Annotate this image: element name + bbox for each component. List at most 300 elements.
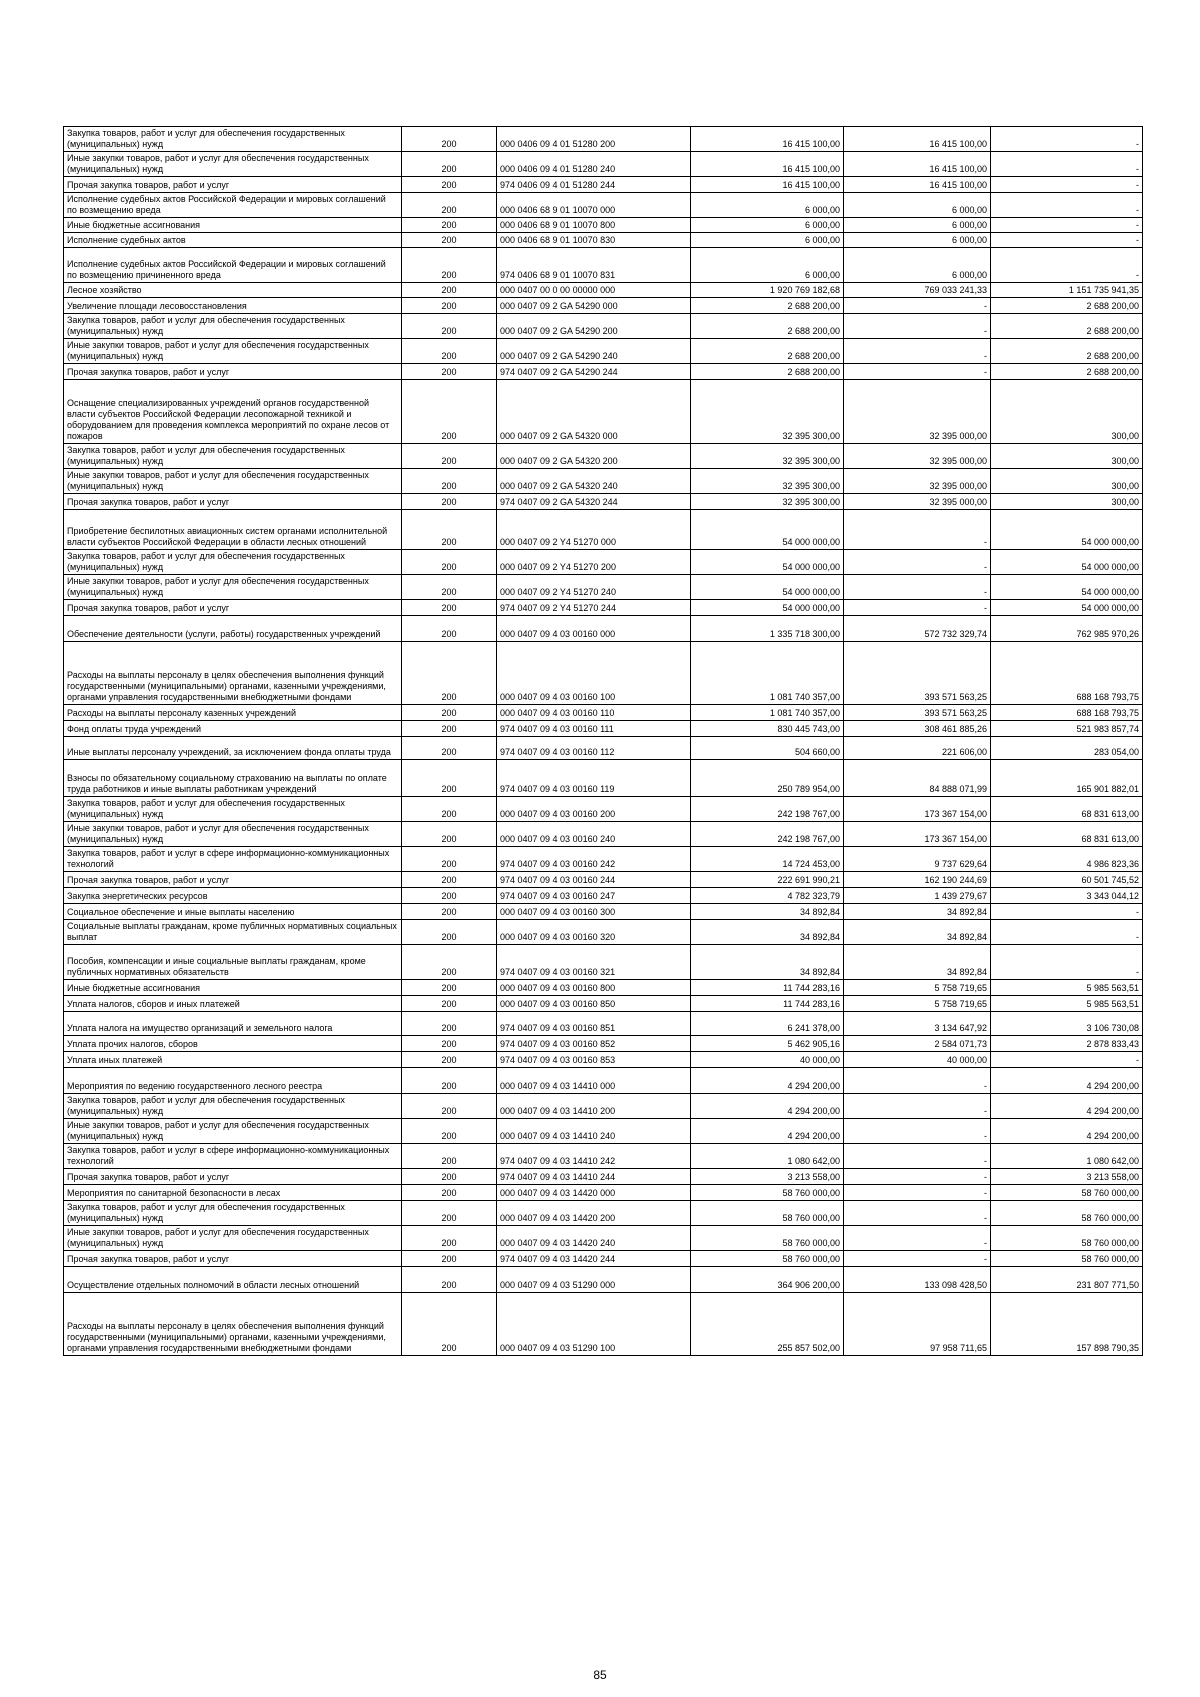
cell-code: 000 0407 09 2 GA 54320 200 — [497, 444, 691, 469]
cell-unexecuted: - — [991, 920, 1143, 945]
cell-executed: - — [844, 575, 991, 600]
cell-executed: - — [844, 1144, 991, 1169]
cell-executed: 173 367 154,00 — [844, 797, 991, 822]
cell-line: 200 — [402, 1144, 497, 1169]
cell-approved: 34 892,84 — [691, 920, 844, 945]
cell-line: 200 — [402, 177, 497, 193]
cell-name: Уплата налогов, сборов и иных платежей — [64, 996, 402, 1012]
table-row — [64, 705, 1143, 721]
table-row — [64, 380, 1143, 444]
cell-executed: 84 888 071,99 — [844, 760, 991, 797]
cell-unexecuted: 4 294 200,00 — [991, 1068, 1143, 1094]
cell-code: 000 0407 09 4 03 00160 800 — [497, 980, 691, 996]
cell-executed: 32 395 000,00 — [844, 444, 991, 469]
cell-code: 000 0407 09 2 GA 54290 000 — [497, 298, 691, 314]
cell-executed: - — [844, 1068, 991, 1094]
cell-executed: 6 000,00 — [844, 248, 991, 283]
table-row — [64, 1293, 1143, 1356]
cell-approved: 2 688 200,00 — [691, 314, 844, 339]
cell-executed: 16 415 100,00 — [844, 177, 991, 193]
cell-executed: 32 395 000,00 — [844, 380, 991, 444]
cell-line: 200 — [402, 575, 497, 600]
cell-line: 200 — [402, 444, 497, 469]
cell-name: Осуществление отдельных полномочий в области лесных отношений — [64, 1267, 402, 1293]
cell-code: 974 0406 09 4 01 51280 244 — [497, 177, 691, 193]
cell-line: 200 — [402, 1293, 497, 1356]
table-row — [64, 1267, 1143, 1293]
table-row — [64, 1251, 1143, 1267]
cell-code: 974 0406 68 9 01 10070 831 — [497, 248, 691, 283]
table-row — [64, 760, 1143, 797]
cell-line: 200 — [402, 364, 497, 380]
cell-executed: 32 395 000,00 — [844, 469, 991, 494]
cell-line: 200 — [402, 283, 497, 298]
cell-approved: 32 395 300,00 — [691, 469, 844, 494]
cell-line: 200 — [402, 996, 497, 1012]
cell-approved: 242 198 767,00 — [691, 822, 844, 847]
cell-line: 200 — [402, 904, 497, 920]
cell-name: Закупка товаров, работ и услуг для обеспечения государственных (муниципальных) нужд — [64, 550, 402, 575]
cell-code: 000 0406 09 4 01 51280 200 — [497, 127, 691, 152]
cell-approved: 3 213 558,00 — [691, 1169, 844, 1185]
cell-line: 200 — [402, 1267, 497, 1293]
cell-line: 200 — [402, 550, 497, 575]
cell-unexecuted: 60 501 745,52 — [991, 872, 1143, 888]
cell-unexecuted: 157 898 790,35 — [991, 1293, 1143, 1356]
table-row — [64, 177, 1143, 193]
cell-name: Фонд оплаты труда учреждений — [64, 721, 402, 737]
cell-executed: 34 892,84 — [844, 904, 991, 920]
table-row — [64, 642, 1143, 705]
cell-approved: 6 241 378,00 — [691, 1012, 844, 1036]
cell-line: 200 — [402, 469, 497, 494]
cell-unexecuted: 54 000 000,00 — [991, 550, 1143, 575]
table-row — [64, 152, 1143, 177]
cell-name: Уплата налога на имущество организаций и земельного налога — [64, 1012, 402, 1036]
cell-unexecuted: 2 878 833,43 — [991, 1036, 1143, 1052]
cell-approved: 11 744 283,16 — [691, 996, 844, 1012]
cell-unexecuted: - — [991, 177, 1143, 193]
cell-code: 974 0407 09 4 03 00160 853 — [497, 1052, 691, 1068]
cell-code: 000 0407 09 4 03 14410 000 — [497, 1068, 691, 1094]
cell-code: 000 0407 09 4 03 00160 320 — [497, 920, 691, 945]
cell-line: 200 — [402, 1012, 497, 1036]
cell-name: Оснащение специализированных учреждений органов государственной власти субъектов Российской Федерации лесопожарной техникой и оборудованием для проведения комплекса мероприятий по охране лесов от пожаров — [64, 380, 402, 444]
table-row — [64, 980, 1143, 996]
cell-line: 200 — [402, 1185, 497, 1201]
cell-code: 000 0407 09 4 03 51290 000 — [497, 1267, 691, 1293]
cell-line: 200 — [402, 642, 497, 705]
table-row — [64, 1052, 1143, 1068]
table-row — [64, 600, 1143, 616]
cell-name: Прочая закупка товаров, работ и услуг — [64, 364, 402, 380]
cell-approved: 6 000,00 — [691, 193, 844, 218]
cell-line: 200 — [402, 797, 497, 822]
cell-executed: 97 958 711,65 — [844, 1293, 991, 1356]
cell-code: 000 0407 00 0 00 00000 000 — [497, 283, 691, 298]
cell-approved: 1 080 642,00 — [691, 1144, 844, 1169]
cell-name: Иные закупки товаров, работ и услуг для обеспечения государственных (муниципальных) нужд — [64, 822, 402, 847]
cell-unexecuted: 688 168 793,75 — [991, 642, 1143, 705]
cell-line: 200 — [402, 193, 497, 218]
cell-name: Социальное обеспечение и иные выплаты населению — [64, 904, 402, 920]
cell-line: 200 — [402, 1201, 497, 1226]
cell-name: Иные выплаты персоналу учреждений, за исключением фонда оплаты труда — [64, 737, 402, 760]
cell-executed: 162 190 244,69 — [844, 872, 991, 888]
cell-name: Прочая закупка товаров, работ и услуг — [64, 1169, 402, 1185]
cell-unexecuted: 58 760 000,00 — [991, 1185, 1143, 1201]
cell-line: 200 — [402, 314, 497, 339]
table-row — [64, 339, 1143, 364]
cell-unexecuted: - — [991, 904, 1143, 920]
cell-approved: 1 335 718 300,00 — [691, 616, 844, 642]
cell-code: 000 0407 09 2 GA 54320 000 — [497, 380, 691, 444]
table-row — [64, 1144, 1143, 1169]
cell-line: 200 — [402, 760, 497, 797]
table-body — [64, 127, 1143, 1356]
table-row — [64, 248, 1143, 283]
cell-line: 200 — [402, 339, 497, 364]
cell-code: 000 0407 09 2 Y4 51270 200 — [497, 550, 691, 575]
cell-name: Закупка товаров, работ и услуг в сфере информационно-коммуникационных технологий — [64, 847, 402, 872]
cell-approved: 364 906 200,00 — [691, 1267, 844, 1293]
cell-code: 000 0406 68 9 01 10070 800 — [497, 218, 691, 233]
cell-executed: 16 415 100,00 — [844, 127, 991, 152]
cell-line: 200 — [402, 1068, 497, 1094]
cell-name: Иные бюджетные ассигнования — [64, 218, 402, 233]
cell-unexecuted: 2 688 200,00 — [991, 298, 1143, 314]
cell-unexecuted: 58 760 000,00 — [991, 1226, 1143, 1251]
cell-code: 000 0407 09 4 03 00160 240 — [497, 822, 691, 847]
cell-approved: 5 462 905,16 — [691, 1036, 844, 1052]
cell-name: Закупка товаров, работ и услуг для обеспечения государственных (муниципальных) нужд — [64, 1201, 402, 1226]
cell-code: 000 0407 09 4 03 14420 000 — [497, 1185, 691, 1201]
cell-executed: 6 000,00 — [844, 218, 991, 233]
cell-line: 200 — [402, 1226, 497, 1251]
cell-line: 200 — [402, 127, 497, 152]
cell-line: 200 — [402, 1036, 497, 1052]
cell-name: Расходы на выплаты персоналу казенных учреждений — [64, 705, 402, 721]
cell-name: Взносы по обязательному социальному страхованию на выплаты по оплате труда работников и иные выплаты работникам учреждений — [64, 760, 402, 797]
table-row — [64, 721, 1143, 737]
cell-executed: 9 737 629,64 — [844, 847, 991, 872]
cell-executed: 34 892,84 — [844, 945, 991, 980]
cell-approved: 4 294 200,00 — [691, 1094, 844, 1119]
cell-code: 974 0407 09 4 03 00160 851 — [497, 1012, 691, 1036]
cell-unexecuted: - — [991, 127, 1143, 152]
cell-name: Закупка энергетических ресурсов — [64, 888, 402, 904]
cell-name: Уплата прочих налогов, сборов — [64, 1036, 402, 1052]
cell-code: 000 0407 09 4 03 00160 850 — [497, 996, 691, 1012]
cell-code: 000 0407 09 4 03 14410 240 — [497, 1119, 691, 1144]
cell-name: Иные закупки товаров, работ и услуг для обеспечения государственных (муниципальных) нужд — [64, 575, 402, 600]
cell-approved: 32 395 300,00 — [691, 444, 844, 469]
table-row — [64, 920, 1143, 945]
cell-approved: 6 000,00 — [691, 218, 844, 233]
cell-approved: 16 415 100,00 — [691, 152, 844, 177]
cell-name: Иные закупки товаров, работ и услуг для обеспечения государственных (муниципальных) нужд — [64, 152, 402, 177]
cell-approved: 58 760 000,00 — [691, 1226, 844, 1251]
cell-executed: - — [844, 1185, 991, 1201]
cell-approved: 2 688 200,00 — [691, 339, 844, 364]
cell-line: 200 — [402, 1052, 497, 1068]
cell-code: 000 0407 09 4 03 00160 100 — [497, 642, 691, 705]
cell-approved: 250 789 954,00 — [691, 760, 844, 797]
cell-code: 000 0407 09 4 03 00160 200 — [497, 797, 691, 822]
cell-name: Мероприятия по ведению государственного лесного реестра — [64, 1068, 402, 1094]
table-row — [64, 575, 1143, 600]
cell-unexecuted: 2 688 200,00 — [991, 314, 1143, 339]
cell-line: 200 — [402, 380, 497, 444]
cell-approved: 1 081 740 357,00 — [691, 705, 844, 721]
table-row — [64, 364, 1143, 380]
cell-executed: 769 033 241,33 — [844, 283, 991, 298]
cell-name: Обеспечение деятельности (услуги, работы) государственных учреждений — [64, 616, 402, 642]
table-row — [64, 1169, 1143, 1185]
table-row — [64, 298, 1143, 314]
cell-executed: 308 461 885,26 — [844, 721, 991, 737]
table-row — [64, 444, 1143, 469]
cell-executed: - — [844, 364, 991, 380]
cell-unexecuted: 2 688 200,00 — [991, 339, 1143, 364]
cell-unexecuted: 54 000 000,00 — [991, 600, 1143, 616]
cell-code: 974 0407 09 2 Y4 51270 244 — [497, 600, 691, 616]
cell-code: 000 0407 09 2 GA 54290 200 — [497, 314, 691, 339]
cell-approved: 4 294 200,00 — [691, 1068, 844, 1094]
cell-approved: 1 081 740 357,00 — [691, 642, 844, 705]
cell-name: Иные закупки товаров, работ и услуг для обеспечения государственных (муниципальных) нужд — [64, 469, 402, 494]
table-row — [64, 469, 1143, 494]
table-row — [64, 314, 1143, 339]
table-row — [64, 1119, 1143, 1144]
cell-approved: 34 892,84 — [691, 904, 844, 920]
cell-approved: 40 000,00 — [691, 1052, 844, 1068]
cell-executed: - — [844, 298, 991, 314]
table-row — [64, 193, 1143, 218]
cell-approved: 504 660,00 — [691, 737, 844, 760]
cell-approved: 6 000,00 — [691, 233, 844, 248]
table-row — [64, 872, 1143, 888]
cell-unexecuted: - — [991, 248, 1143, 283]
cell-code: 000 0407 09 2 GA 54320 240 — [497, 469, 691, 494]
table-row — [64, 996, 1143, 1012]
cell-code: 000 0406 68 9 01 10070 830 — [497, 233, 691, 248]
cell-executed: 572 732 329,74 — [844, 616, 991, 642]
cell-name: Иные закупки товаров, работ и услуг для обеспечения государственных (муниципальных) нужд — [64, 1226, 402, 1251]
cell-code: 000 0407 09 4 03 51290 100 — [497, 1293, 691, 1356]
cell-name: Исполнение судебных актов Российской Федерации и мировых соглашений по возмещению причиненного вреда — [64, 248, 402, 283]
cell-code: 974 0407 09 4 03 00160 111 — [497, 721, 691, 737]
table-row — [64, 888, 1143, 904]
cell-line: 200 — [402, 872, 497, 888]
cell-name: Увеличение площади лесовосстановления — [64, 298, 402, 314]
cell-line: 200 — [402, 1169, 497, 1185]
cell-unexecuted: - — [991, 945, 1143, 980]
page-number: 85 — [593, 1668, 607, 1682]
table-row — [64, 233, 1143, 248]
cell-unexecuted: 68 831 613,00 — [991, 797, 1143, 822]
cell-unexecuted: 3 343 044,12 — [991, 888, 1143, 904]
cell-executed: 34 892,84 — [844, 920, 991, 945]
cell-unexecuted: 5 985 563,51 — [991, 980, 1143, 996]
cell-name: Прочая закупка товаров, работ и услуг — [64, 494, 402, 510]
cell-approved: 242 198 767,00 — [691, 797, 844, 822]
cell-approved: 255 857 502,00 — [691, 1293, 844, 1356]
cell-code: 000 0407 09 2 Y4 51270 000 — [497, 510, 691, 550]
cell-executed: - — [844, 600, 991, 616]
cell-code: 000 0407 09 4 03 00160 300 — [497, 904, 691, 920]
cell-unexecuted: 1 151 735 941,35 — [991, 283, 1143, 298]
cell-unexecuted: 58 760 000,00 — [991, 1251, 1143, 1267]
cell-line: 200 — [402, 298, 497, 314]
cell-line: 200 — [402, 600, 497, 616]
cell-name: Иные закупки товаров, работ и услуг для обеспечения государственных (муниципальных) нужд — [64, 1119, 402, 1144]
cell-name: Закупка товаров, работ и услуг для обеспечения государственных (муниципальных) нужд — [64, 314, 402, 339]
cell-approved: 58 760 000,00 — [691, 1185, 844, 1201]
table-row — [64, 1094, 1143, 1119]
table-row — [64, 494, 1143, 510]
cell-approved: 32 395 300,00 — [691, 380, 844, 444]
cell-line: 200 — [402, 494, 497, 510]
cell-line: 200 — [402, 945, 497, 980]
cell-unexecuted: - — [991, 152, 1143, 177]
table-row — [64, 904, 1143, 920]
cell-code: 974 0407 09 4 03 00160 247 — [497, 888, 691, 904]
table-row — [64, 822, 1143, 847]
table-row — [64, 1185, 1143, 1201]
cell-executed: - — [844, 1169, 991, 1185]
table-row — [64, 218, 1143, 233]
cell-unexecuted: 165 901 882,01 — [991, 760, 1143, 797]
cell-unexecuted: 4 294 200,00 — [991, 1094, 1143, 1119]
cell-unexecuted: 762 985 970,26 — [991, 616, 1143, 642]
cell-approved: 6 000,00 — [691, 248, 844, 283]
table-row — [64, 847, 1143, 872]
cell-approved: 4 294 200,00 — [691, 1119, 844, 1144]
cell-line: 200 — [402, 1119, 497, 1144]
cell-name: Расходы на выплаты персоналу в целях обеспечения выполнения функций государственными (муниципальными) органами, казенными учреждениями, органами управления государственными внебюджетными фондами — [64, 1293, 402, 1356]
cell-unexecuted: 231 807 771,50 — [991, 1267, 1143, 1293]
cell-approved: 222 691 990,21 — [691, 872, 844, 888]
cell-code: 974 0407 09 4 03 00160 119 — [497, 760, 691, 797]
cell-code: 974 0407 09 4 03 00160 321 — [497, 945, 691, 980]
cell-approved: 54 000 000,00 — [691, 550, 844, 575]
table-row — [64, 945, 1143, 980]
cell-code: 974 0407 09 4 03 00160 244 — [497, 872, 691, 888]
cell-code: 974 0407 09 4 03 14410 244 — [497, 1169, 691, 1185]
cell-name: Расходы на выплаты персоналу в целях обеспечения выполнения функций государственными (муниципальными) органами, казенными учреждениями, органами управления государственными внебюджетными фондами — [64, 642, 402, 705]
cell-unexecuted: 68 831 613,00 — [991, 822, 1143, 847]
table-row — [64, 127, 1143, 152]
cell-line: 200 — [402, 1094, 497, 1119]
table-row — [64, 510, 1143, 550]
cell-executed: 6 000,00 — [844, 233, 991, 248]
cell-line: 200 — [402, 847, 497, 872]
cell-line: 200 — [402, 721, 497, 737]
cell-name: Прочая закупка товаров, работ и услуг — [64, 177, 402, 193]
cell-executed: - — [844, 314, 991, 339]
cell-approved: 4 782 323,79 — [691, 888, 844, 904]
cell-approved: 34 892,84 — [691, 945, 844, 980]
cell-approved: 54 000 000,00 — [691, 575, 844, 600]
table-row — [64, 1012, 1143, 1036]
cell-code: 974 0407 09 2 GA 54320 244 — [497, 494, 691, 510]
cell-unexecuted: 3 106 730,08 — [991, 1012, 1143, 1036]
cell-name: Иные закупки товаров, работ и услуг для обеспечения государственных (муниципальных) нужд — [64, 339, 402, 364]
cell-name: Исполнение судебных актов Российской Федерации и мировых соглашений по возмещению вреда — [64, 193, 402, 218]
cell-executed: - — [844, 339, 991, 364]
cell-name: Пособия, компенсации и иные социальные выплаты гражданам, кроме публичных нормативных обязательств — [64, 945, 402, 980]
table-row — [64, 797, 1143, 822]
cell-name: Прочая закупка товаров, работ и услуг — [64, 872, 402, 888]
table-row — [64, 283, 1143, 298]
cell-unexecuted: 54 000 000,00 — [991, 575, 1143, 600]
cell-approved: 54 000 000,00 — [691, 510, 844, 550]
cell-approved: 1 920 769 182,68 — [691, 283, 844, 298]
cell-approved: 58 760 000,00 — [691, 1201, 844, 1226]
cell-code: 974 0407 09 4 03 00160 852 — [497, 1036, 691, 1052]
cell-name: Прочая закупка товаров, работ и услуг — [64, 1251, 402, 1267]
cell-code: 974 0407 09 4 03 00160 112 — [497, 737, 691, 760]
cell-code: 974 0407 09 4 03 14420 244 — [497, 1251, 691, 1267]
cell-line: 200 — [402, 233, 497, 248]
cell-code: 000 0407 09 2 GA 54290 240 — [497, 339, 691, 364]
cell-unexecuted: 1 080 642,00 — [991, 1144, 1143, 1169]
cell-unexecuted: 5 985 563,51 — [991, 996, 1143, 1012]
cell-name: Исполнение судебных актов — [64, 233, 402, 248]
cell-executed: 173 367 154,00 — [844, 822, 991, 847]
cell-unexecuted: 2 688 200,00 — [991, 364, 1143, 380]
cell-executed: 133 098 428,50 — [844, 1267, 991, 1293]
cell-code: 974 0407 09 4 03 00160 242 — [497, 847, 691, 872]
cell-name: Приобретение беспилотных авиационных систем органами исполнительной власти субъектов Российской Федерации в области лесных отношений — [64, 510, 402, 550]
cell-approved: 16 415 100,00 — [691, 127, 844, 152]
cell-executed: - — [844, 1226, 991, 1251]
cell-executed: 16 415 100,00 — [844, 152, 991, 177]
cell-executed: 40 000,00 — [844, 1052, 991, 1068]
cell-unexecuted: - — [991, 218, 1143, 233]
cell-code: 000 0407 09 4 03 00160 110 — [497, 705, 691, 721]
cell-executed: 5 758 719,65 — [844, 996, 991, 1012]
cell-approved: 2 688 200,00 — [691, 298, 844, 314]
cell-unexecuted: 300,00 — [991, 494, 1143, 510]
cell-name: Прочая закупка товаров, работ и услуг — [64, 600, 402, 616]
cell-executed: - — [844, 1251, 991, 1267]
cell-unexecuted: 4 986 823,36 — [991, 847, 1143, 872]
cell-code: 000 0407 09 2 Y4 51270 240 — [497, 575, 691, 600]
cell-code: 974 0407 09 2 GA 54290 244 — [497, 364, 691, 380]
table-row — [64, 1036, 1143, 1052]
table-row — [64, 1068, 1143, 1094]
cell-unexecuted: 300,00 — [991, 444, 1143, 469]
cell-approved: 32 395 300,00 — [691, 494, 844, 510]
cell-line: 200 — [402, 705, 497, 721]
cell-name: Иные бюджетные ассигнования — [64, 980, 402, 996]
cell-line: 200 — [402, 510, 497, 550]
cell-approved: 11 744 283,16 — [691, 980, 844, 996]
cell-unexecuted: 3 213 558,00 — [991, 1169, 1143, 1185]
cell-executed: 1 439 279,67 — [844, 888, 991, 904]
cell-code: 000 0406 09 4 01 51280 240 — [497, 152, 691, 177]
cell-approved: 16 415 100,00 — [691, 177, 844, 193]
cell-executed: - — [844, 1094, 991, 1119]
cell-unexecuted: 521 983 857,74 — [991, 721, 1143, 737]
cell-approved: 58 760 000,00 — [691, 1251, 844, 1267]
cell-executed: - — [844, 550, 991, 575]
cell-code: 000 0407 09 4 03 14410 200 — [497, 1094, 691, 1119]
cell-name: Закупка товаров, работ и услуг для обеспечения государственных (муниципальных) нужд — [64, 797, 402, 822]
cell-executed: - — [844, 1119, 991, 1144]
